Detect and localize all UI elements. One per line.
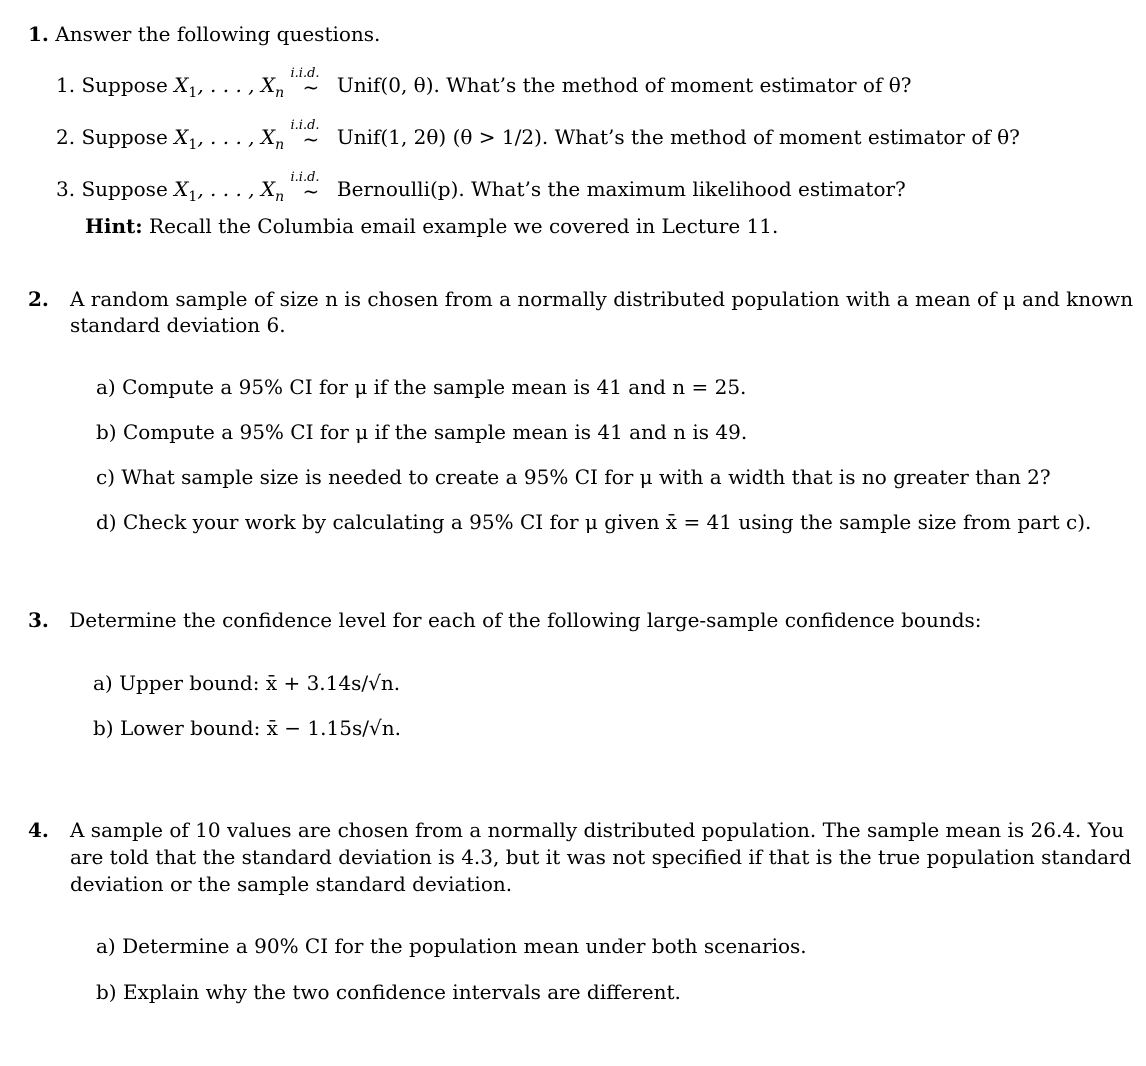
q1-heading-line	[28, 22, 380, 46]
iid-symbol: i.i.d. ~	[290, 66, 320, 99]
q1-item-2-question: What’s the method of moment estimator of θ?	[554, 125, 1020, 149]
q4-number-line	[28, 818, 49, 842]
q2-part-a-label: a)	[96, 375, 116, 399]
q1-item-3-dist: Bernoulli(p).	[336, 177, 465, 201]
q2-line2: standard deviation 6.	[70, 313, 286, 337]
q1-item-3-sample: $X_1$, . . . , $X_n$	[174, 177, 285, 205]
q3-part-a-label: a)	[93, 671, 113, 695]
q1-item-3-lead: Suppose	[81, 177, 168, 201]
q1-item-1-lead: Suppose	[81, 73, 168, 97]
q3-part-b	[93, 716, 401, 740]
q2-part-d-label: d)	[96, 510, 117, 534]
q2-part-b-label: b)	[96, 420, 117, 444]
q4-part-a-text: Determine a 90% CI for the population mean under both scenarios.	[122, 934, 807, 958]
q4-number: 4.	[28, 818, 49, 842]
q2-text-line2	[70, 313, 286, 337]
q4-part-b-label: b)	[96, 980, 117, 1004]
q2-line1: A random sample of size n is chosen from a normally distributed population with a mean of μ and known	[70, 287, 1134, 311]
q2-part-b	[96, 420, 747, 444]
q1-item-2	[56, 118, 1020, 153]
q2-text-line1	[70, 287, 1134, 311]
q3-text: Determine the confidence level for each of the following large-sample confidence bounds:	[69, 608, 982, 632]
q3-line	[28, 608, 982, 632]
q3-number: 3.	[28, 608, 49, 632]
q4-text-line2	[70, 845, 1131, 869]
q1-item-1-dist: Unif(0, θ).	[336, 73, 440, 97]
q1-item-3-number: 3.	[56, 177, 76, 201]
q4-text-line1	[70, 818, 1124, 842]
q4-part-b	[96, 980, 681, 1004]
q1-item-1-number: 1.	[56, 73, 76, 97]
q1-item-1	[56, 66, 912, 101]
q1-hint	[85, 214, 778, 238]
q4-part-a	[96, 934, 807, 958]
q4-part-b-text: Explain why the two confidence intervals are different.	[122, 980, 681, 1004]
q4-line3: deviation or the sample standard deviation.	[70, 872, 513, 896]
q1-item-2-lead: Suppose	[81, 125, 168, 149]
q2-part-c	[96, 465, 1051, 489]
q4-line2: are told that the standard deviation is 4.3, but it was not specified if that is the true population standard	[70, 845, 1132, 869]
q3-part-b-label: b)	[93, 716, 114, 740]
q3-part-a	[93, 671, 400, 695]
q3-part-a-prefix: Upper bound:	[119, 671, 260, 695]
q2-part-c-label: c)	[96, 465, 116, 489]
q4-line1: A sample of 10 values are chosen from a normally distributed population. The sample mean is 26.4. You	[70, 818, 1125, 842]
q2-part-a	[96, 375, 746, 399]
q2-number-line	[28, 287, 49, 311]
q3-part-b-expr: x̄ − 1.15s/√n.	[266, 716, 401, 740]
q1-item-3	[56, 170, 906, 205]
q2-part-c-text: What sample size is needed to create a 95% CI for μ with a width that is no greater than 2?	[121, 465, 1051, 489]
q4-text-line3	[70, 872, 512, 896]
q1-item-2-dist: Unif(1, 2θ) (θ > 1/2).	[336, 125, 549, 149]
q3-part-b-prefix: Lower bound:	[119, 716, 261, 740]
q1-heading: Answer the following questions.	[55, 22, 381, 46]
q1-item-2-number: 2.	[56, 125, 76, 149]
q2-part-a-text: Compute a 95% CI for μ if the sample mean is 41 and n = 25.	[122, 375, 747, 399]
q2-number: 2.	[28, 287, 49, 311]
q2-part-d-text: Check your work by calculating a 95% CI for μ given x̄ = 41 using the sample size from part c).	[122, 510, 1092, 534]
q3-part-a-expr: x̄ + 3.14s/√n.	[265, 671, 401, 695]
q2-part-b-text: Compute a 95% CI for μ if the sample mean is 41 and n is 49.	[122, 420, 748, 444]
q1-number: 1.	[28, 22, 49, 46]
q4-part-a-label: a)	[96, 934, 116, 958]
hint-label: Hint:	[85, 214, 143, 238]
iid-symbol: i.i.d. ~	[290, 118, 320, 151]
q1-item-1-question: What’s the method of moment estimator of θ?	[446, 73, 912, 97]
q1-item-2-sample: $X_1$, . . . , $X_n$	[174, 125, 285, 153]
q1-item-3-question: What’s the maximum likelihood estimator?	[471, 177, 906, 201]
q1-item-1-sample: $X_1$, . . . , $X_n$	[174, 73, 285, 101]
q2-part-d	[96, 510, 1091, 534]
hint-text: Recall the Columbia email example we covered in Lecture 11.	[149, 214, 779, 238]
iid-symbol: i.i.d. ~	[290, 170, 320, 203]
